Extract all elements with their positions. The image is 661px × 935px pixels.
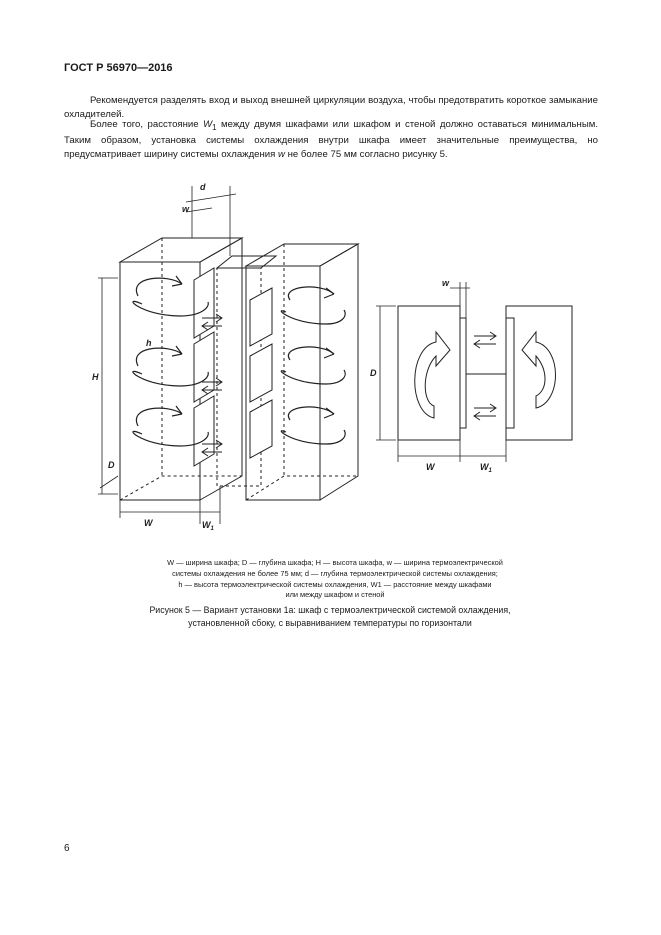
legend-line-1: W — ширина шкафа; D — глубина шкафа; H — высота шкафа, w — ширина термоэлектрической — [167, 558, 503, 567]
label-W1-plan — [480, 462, 493, 474]
label-W1-sub: 1 — [210, 526, 214, 532]
figure-legend — [120, 558, 550, 601]
left-cabinet — [120, 238, 242, 500]
cooling-modules-left — [194, 268, 214, 466]
label-W-plan: W — [426, 462, 435, 472]
legend-line-2: системы охлаждения не более 75 мм; d — глубина термоэлектрической системы охлаждения; — [172, 568, 498, 578]
paragraph-2-part-c: не более 75 мм согласно рисунку 5. — [284, 148, 448, 160]
paragraph-2-var-w1-sub: 1 — [212, 122, 217, 132]
plan-view — [376, 282, 572, 462]
legend-line-4: или между шкафом и стеной — [285, 590, 385, 600]
label-h: h — [146, 338, 152, 348]
label-w-plan: w — [442, 278, 450, 288]
caption-line-2: установленной сбоку, с выравниванием температуры по горизонтали — [188, 617, 472, 628]
legend-line-3: h — высота термоэлектрической системы охлаждения, W1 — расстояние между шкафами — [178, 579, 492, 589]
paragraph-2-part-b: между двумя шкафами или шкафом и стеной должно оставаться минимальным. Таким образом, установка системы охлаждения внутри шкафа имеет значительные преимущества, но предусматривает ширину системы охлаждения — [64, 119, 598, 160]
dimension-lines — [98, 186, 236, 524]
label-w: w — [182, 204, 190, 214]
label-W1 — [202, 520, 215, 532]
label-W1-main: W — [202, 520, 211, 530]
label-D: D — [108, 460, 115, 470]
figure-caption — [110, 604, 550, 630]
label-W1-plan-main: W — [480, 462, 489, 472]
caption-line-1: Рисунок 5 — Вариант установки 1а: шкаф с термоэлектрической системой охлаждения, — [149, 605, 511, 615]
cooling-modules-right — [250, 288, 272, 458]
label-d: d — [200, 182, 206, 192]
paragraph-1: Рекомендуется разделять вход и выход внешней циркуляции воздуха, чтобы предотвратить короткое замыкание охладителей. — [64, 95, 598, 120]
label-H: H — [92, 372, 99, 382]
paragraph-2-var-w1: W — [203, 119, 213, 130]
label-W: W — [144, 518, 153, 528]
paragraph-2-var-w: w — [278, 148, 285, 160]
label-D-plan: D — [370, 368, 377, 378]
paragraph-2-part-a: Более того, расстояние — [90, 119, 204, 130]
figure-5-diagram — [90, 176, 590, 536]
air-circulation-arrows-right — [281, 287, 345, 444]
paragraph-2 — [64, 118, 598, 161]
page-number: 6 — [64, 843, 70, 854]
document-header: ГОСТ Р 56970—2016 — [64, 62, 173, 74]
label-W1-plan-sub: 1 — [488, 468, 492, 474]
